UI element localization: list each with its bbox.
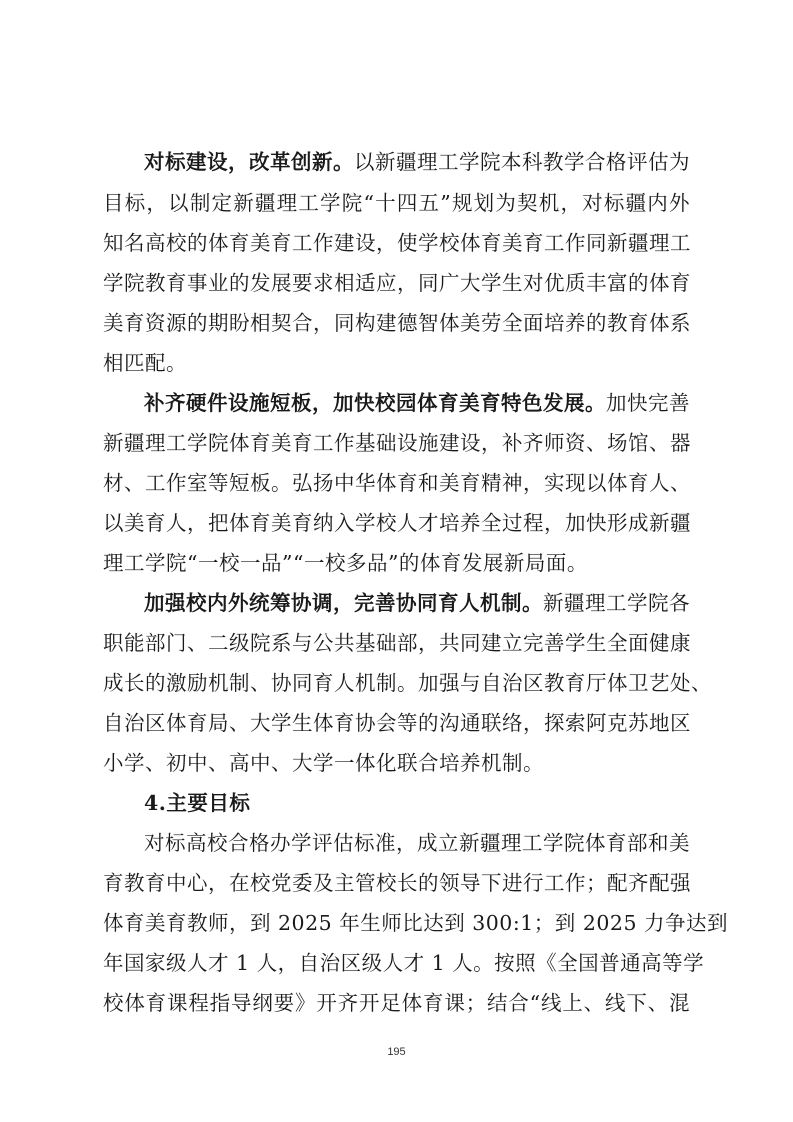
- final-paragraph-line-1: 对标高校合格办学评估标准，成立新疆理工学院体育部和美: [144, 831, 690, 855]
- final-paragraph-line-3: 体育美育教师，到 2025 年生师比达到 300:1；到 2025 力争达到: [103, 911, 728, 935]
- paragraph-1-line-2: 目标，以制定新疆理工学院“十四五”规划为契机，对标疆内外: [103, 191, 690, 215]
- section-heading: 4.主要目标: [144, 791, 251, 815]
- paragraph-1-line-5: 美育资源的期盼相契合，同构建德智体美劳全面培养的教育体系: [103, 311, 691, 335]
- paragraph-1-line-4: 学院教育事业的发展要求相适应，同广大学生对优质丰富的体育: [103, 271, 691, 295]
- paragraph-3-line-1: 加强校内外统筹协调，完善协同育人机制。新疆理工学院各: [144, 591, 690, 615]
- final-paragraph-line-4: 年国家级人才 1 人，自治区级人才 1 人。按照《全国普通高等学: [103, 951, 705, 975]
- paragraph-1-heading: 对标建设，改革创新。: [144, 150, 354, 174]
- paragraph-2-line-1: 补齐硬件设施短板，加快校园体育美育特色发展。加快完善: [144, 391, 690, 415]
- page-number: 195: [387, 1046, 406, 1058]
- paragraph-3-line-3: 成长的激励机制、协同育人机制。加强与自治区教育厅体卫艺处、: [103, 671, 712, 695]
- paragraph-2-line-3: 材、工作室等短板。弘扬中华体育和美育精神，实现以体育人、: [103, 471, 691, 495]
- paragraph-1-line-3: 知名高校的体育美育工作建设，使学校体育美育工作同新疆理工: [103, 231, 691, 255]
- paragraph-3-line-5: 小学、初中、高中、大学一体化联合培养机制。: [103, 751, 544, 775]
- paragraph-2-line-4: 以美育人，把体育美育纳入学校人才培养全过程，加快形成新疆: [103, 511, 691, 535]
- paragraph-2-heading: 补齐硬件设施短板，加快校园体育美育特色发展。: [144, 391, 606, 415]
- paragraph-2-line-2: 新疆理工学院体育美育工作基础设施建设，补齐师资、场馆、器: [103, 431, 691, 455]
- paragraph-3-line-2: 职能部门、二级院系与公共基础部，共同建立完善学生全面健康: [103, 631, 691, 655]
- final-paragraph-line-5: 校体育课程指导纲要》开齐开足体育课；结合“线上、线下、混: [103, 991, 690, 1015]
- paragraph-1-line-6: 相匹配。: [103, 351, 187, 375]
- paragraph-2-line-5: 理工学院“一校一品”“一校多品”的体育发展新局面。: [103, 551, 588, 575]
- paragraph-1-line-1: 对标建设，改革创新。以新疆理工学院本科教学合格评估为: [144, 150, 690, 174]
- paragraph-3-line-4: 自治区体育局、大学生体育协会等的沟通联络，探索阿克苏地区: [103, 711, 691, 735]
- paragraph-3-heading: 加强校内外统筹协调，完善协同育人机制。: [144, 591, 543, 615]
- final-paragraph-line-2: 育教育中心，在校党委及主管校长的领导下进行工作；配齐配强: [103, 871, 691, 895]
